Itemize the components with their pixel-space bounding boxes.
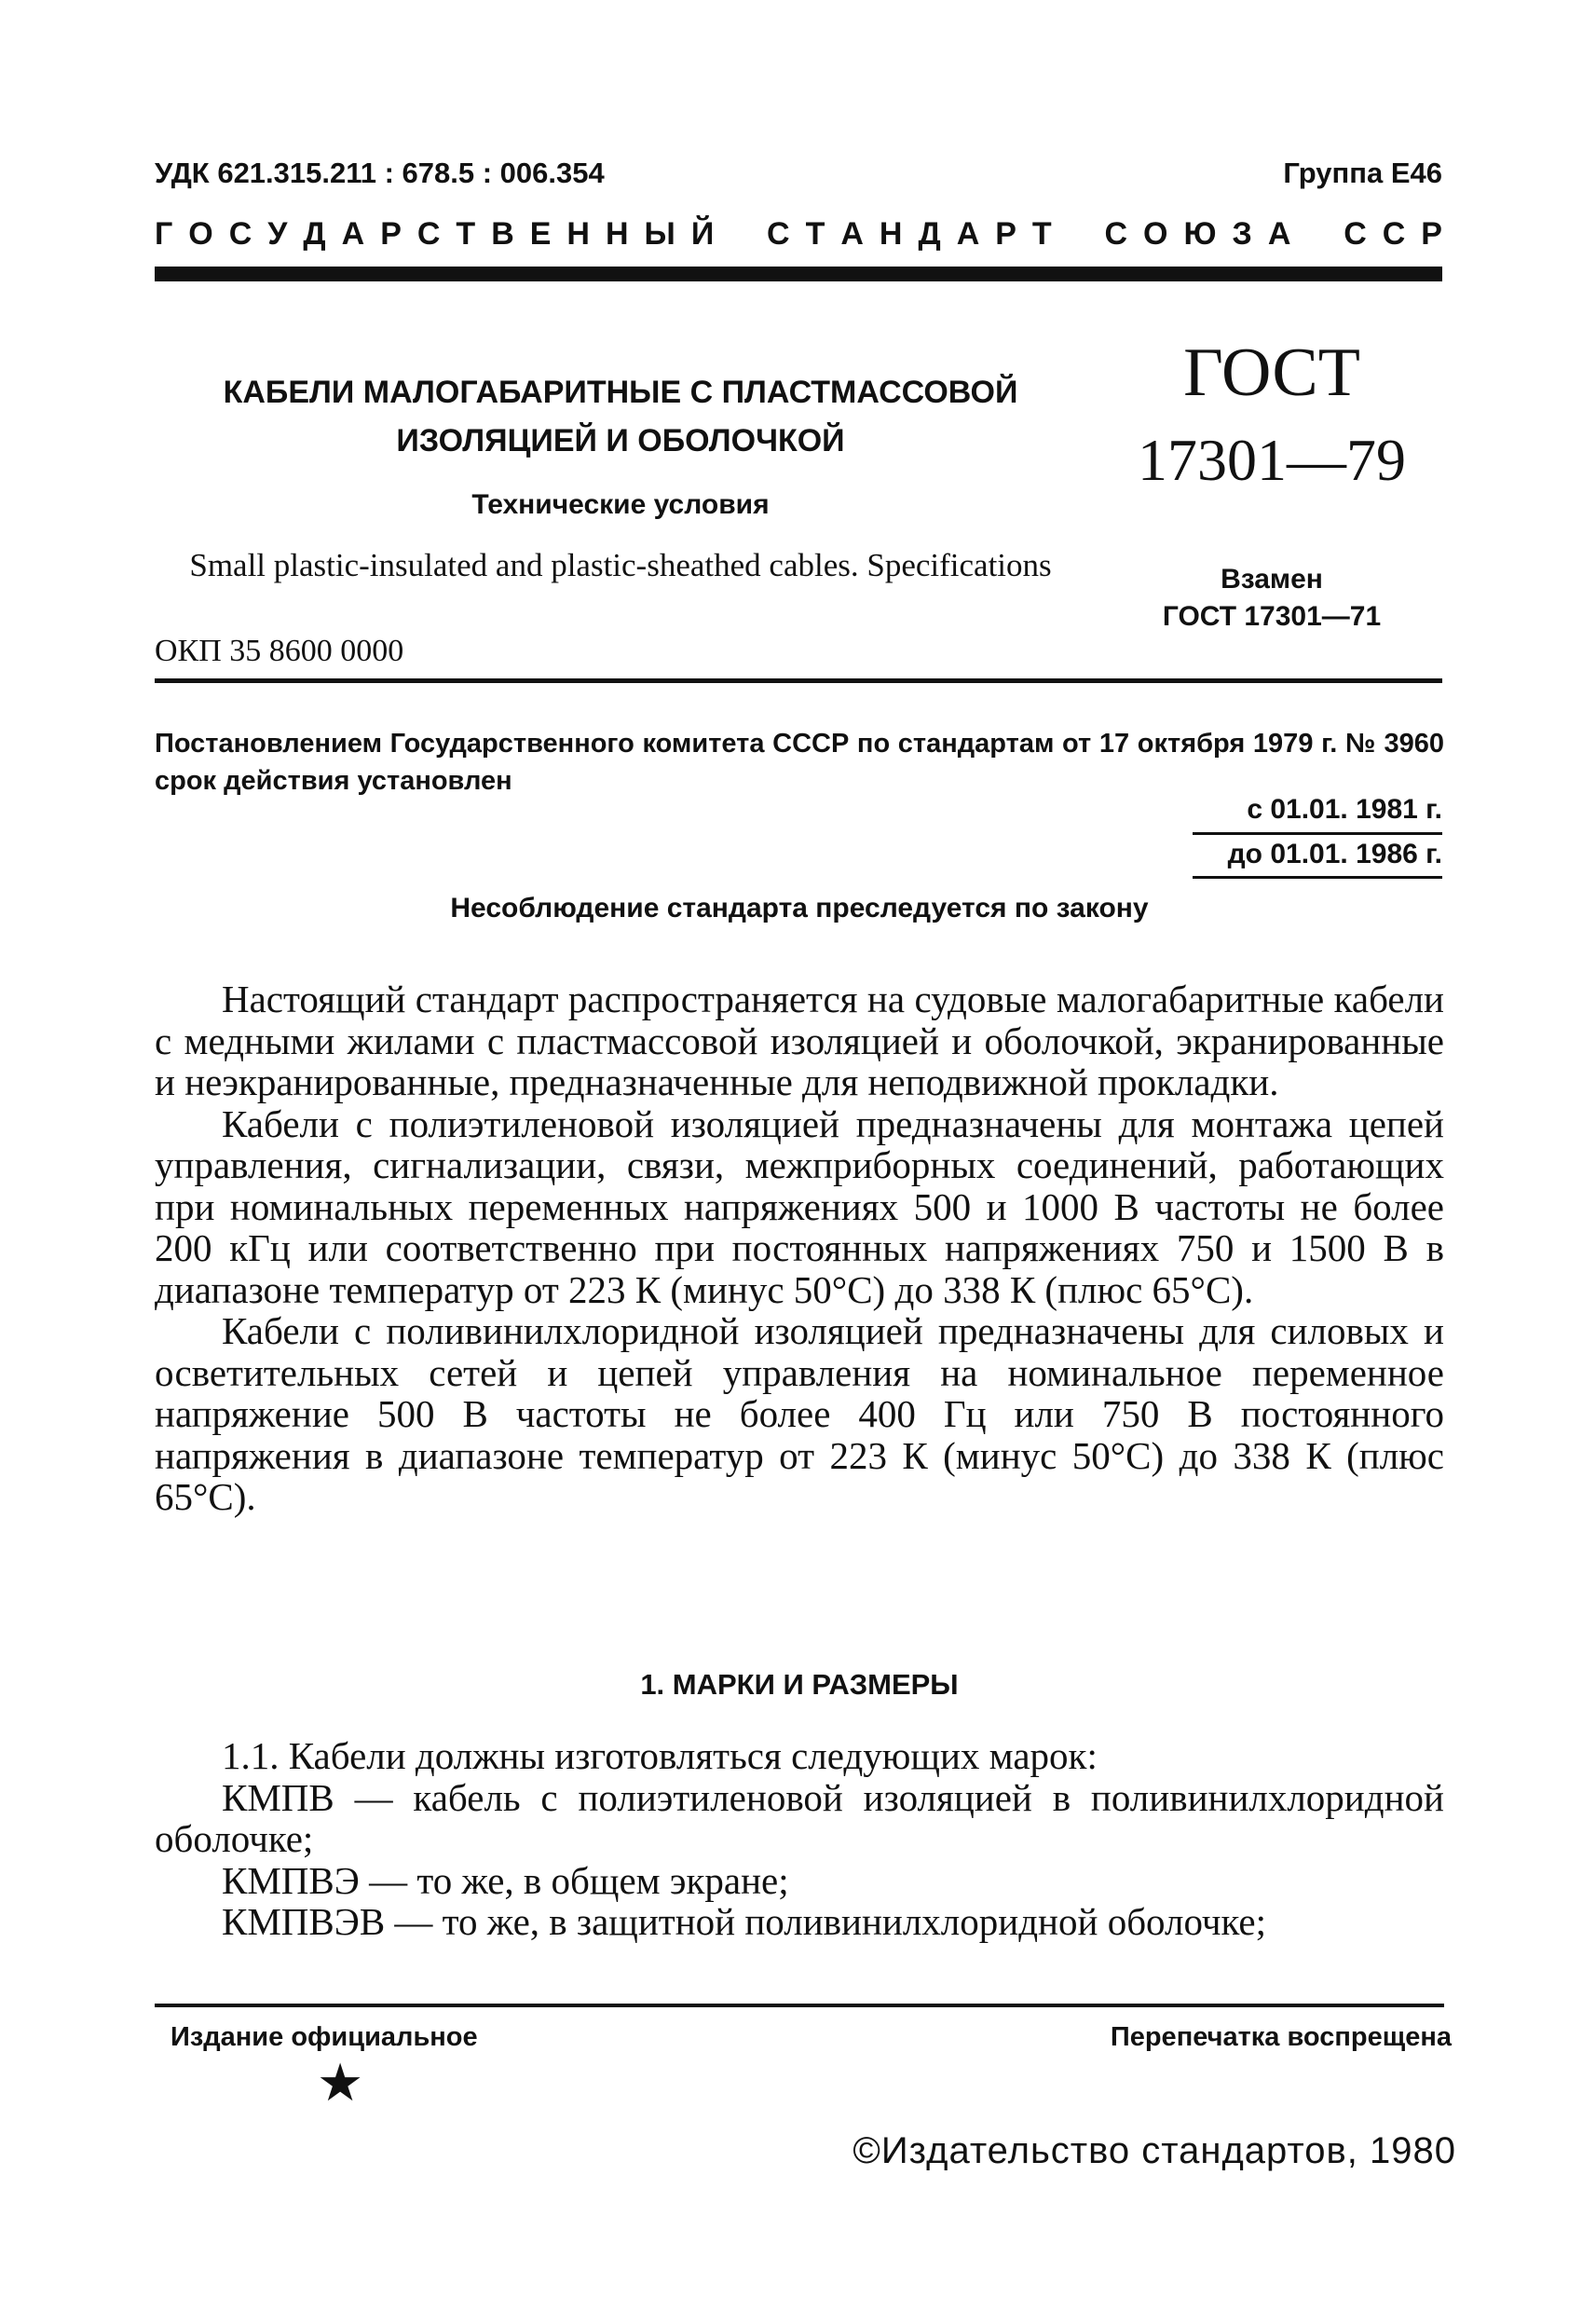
reprint-forbidden: Перепечатка воспрещена xyxy=(1110,2022,1452,2052)
gost-number: 17301—79 xyxy=(1138,427,1406,493)
state-standard-word: Г О С У Д А Р С Т В Е Н Н Ы Й xyxy=(155,216,715,252)
subtitle: Технические условия xyxy=(471,489,770,520)
title-line-2: ИЗОЛЯЦИЕЙ И ОБОЛОЧКОЙ xyxy=(396,423,845,458)
section-paragraph: КМПВ — кабель с полиэтиленовой изоляцией в поливинилхлоридной оболочке; xyxy=(155,1775,1444,1860)
body-paragraph: Кабели с полиэтиленовой изоляцией предназначены для монтажа цепей управления, сигнализации, связи, межприборных соединений, работающих при номинальных переменных напряжениях 500 и 1000 В частоты не более 200 кГц или соответственно при постоянных напряжениях 750 и 1500 В в диапазоне температур от 223 К (минус 50°С) до 338 К (плюс 65°С). xyxy=(155,1101,1444,1311)
footer-divider xyxy=(155,2004,1444,2007)
state-standard-word: С С Р xyxy=(1344,216,1442,252)
section-paragraph: КМПВЭ — то же, в общем экране; xyxy=(222,1858,789,1902)
body-text xyxy=(155,978,1444,1518)
header-divider xyxy=(155,267,1442,281)
valid-from-underline xyxy=(1193,832,1442,835)
section-divider xyxy=(155,678,1442,683)
marks-text xyxy=(155,1735,1444,1943)
title-block xyxy=(155,368,1086,584)
section-paragraph: КМПВЭВ — то же, в защитной поливинилхлоридной оболочке; xyxy=(222,1900,1267,1943)
section-title: 1. МАРКИ И РАЗМЕРЫ xyxy=(640,1668,959,1701)
copyright: ©Издательство стандартов, 1980 xyxy=(853,2130,1456,2171)
title-line-1: КАБЕЛИ МАЛОГАБАРИТНЫЕ С ПЛАСТМАССОВОЙ xyxy=(223,375,1018,410)
replaces-value: ГОСТ 17301—71 xyxy=(1162,601,1382,632)
legal-warning: Несоблюдение стандарта преследуется по закону xyxy=(450,893,1149,923)
gost-label: ГОСТ xyxy=(1183,335,1360,411)
star-icon: ★ xyxy=(317,2055,364,2113)
replaces-label: Взамен xyxy=(1221,564,1323,595)
valid-to-underline xyxy=(1193,876,1442,879)
english-title: Small plastic-insulated and plastic-sheathed cables. Specifications xyxy=(189,547,1052,583)
section-paragraph: 1.1. Кабели должны изготовляться следующих марок: xyxy=(222,1734,1098,1777)
okp-code: ОКП 35 8600 0000 xyxy=(155,634,404,668)
state-standard-heading xyxy=(155,216,1442,253)
decree-text: Постановлением Государственного комитета СССР по стандартам от 17 октября 1979 г. № 3960 срок действия установлен xyxy=(155,729,1444,796)
valid-to: до 01.01. 1986 г. xyxy=(1227,839,1442,869)
state-standard-word: С О Ю З А xyxy=(1104,216,1291,252)
body-paragraph: Кабели с поливинилхлоридной изоляцией предназначены для силовых и осветительных сетей и цепей управления на номинальное переменное напряжение 500 В частоты не более 400 Гц или 750 В постоянного напряжения в диапазоне температур от 223 К (минус 50°С) до 338 К (плюс 65°С). xyxy=(155,1309,1444,1518)
state-standard-word: С Т А Н Д А Р Т xyxy=(767,216,1052,252)
official-edition: Издание официальное xyxy=(171,2022,478,2052)
valid-from: с 01.01. 1981 г. xyxy=(1247,794,1442,825)
group-code: Группа Е46 xyxy=(1283,157,1442,189)
body-paragraph: Настоящий стандарт распространяется на судовые малогабаритные кабели с медными жилами с пластмассовой изоляцией и оболочкой, экранированные и неэкранированные, предназначенные для неподвижной прокладки. xyxy=(155,978,1444,1103)
gost-block xyxy=(1099,331,1444,633)
udc-code: УДК 621.315.211 : 678.5 : 006.354 xyxy=(155,157,605,189)
